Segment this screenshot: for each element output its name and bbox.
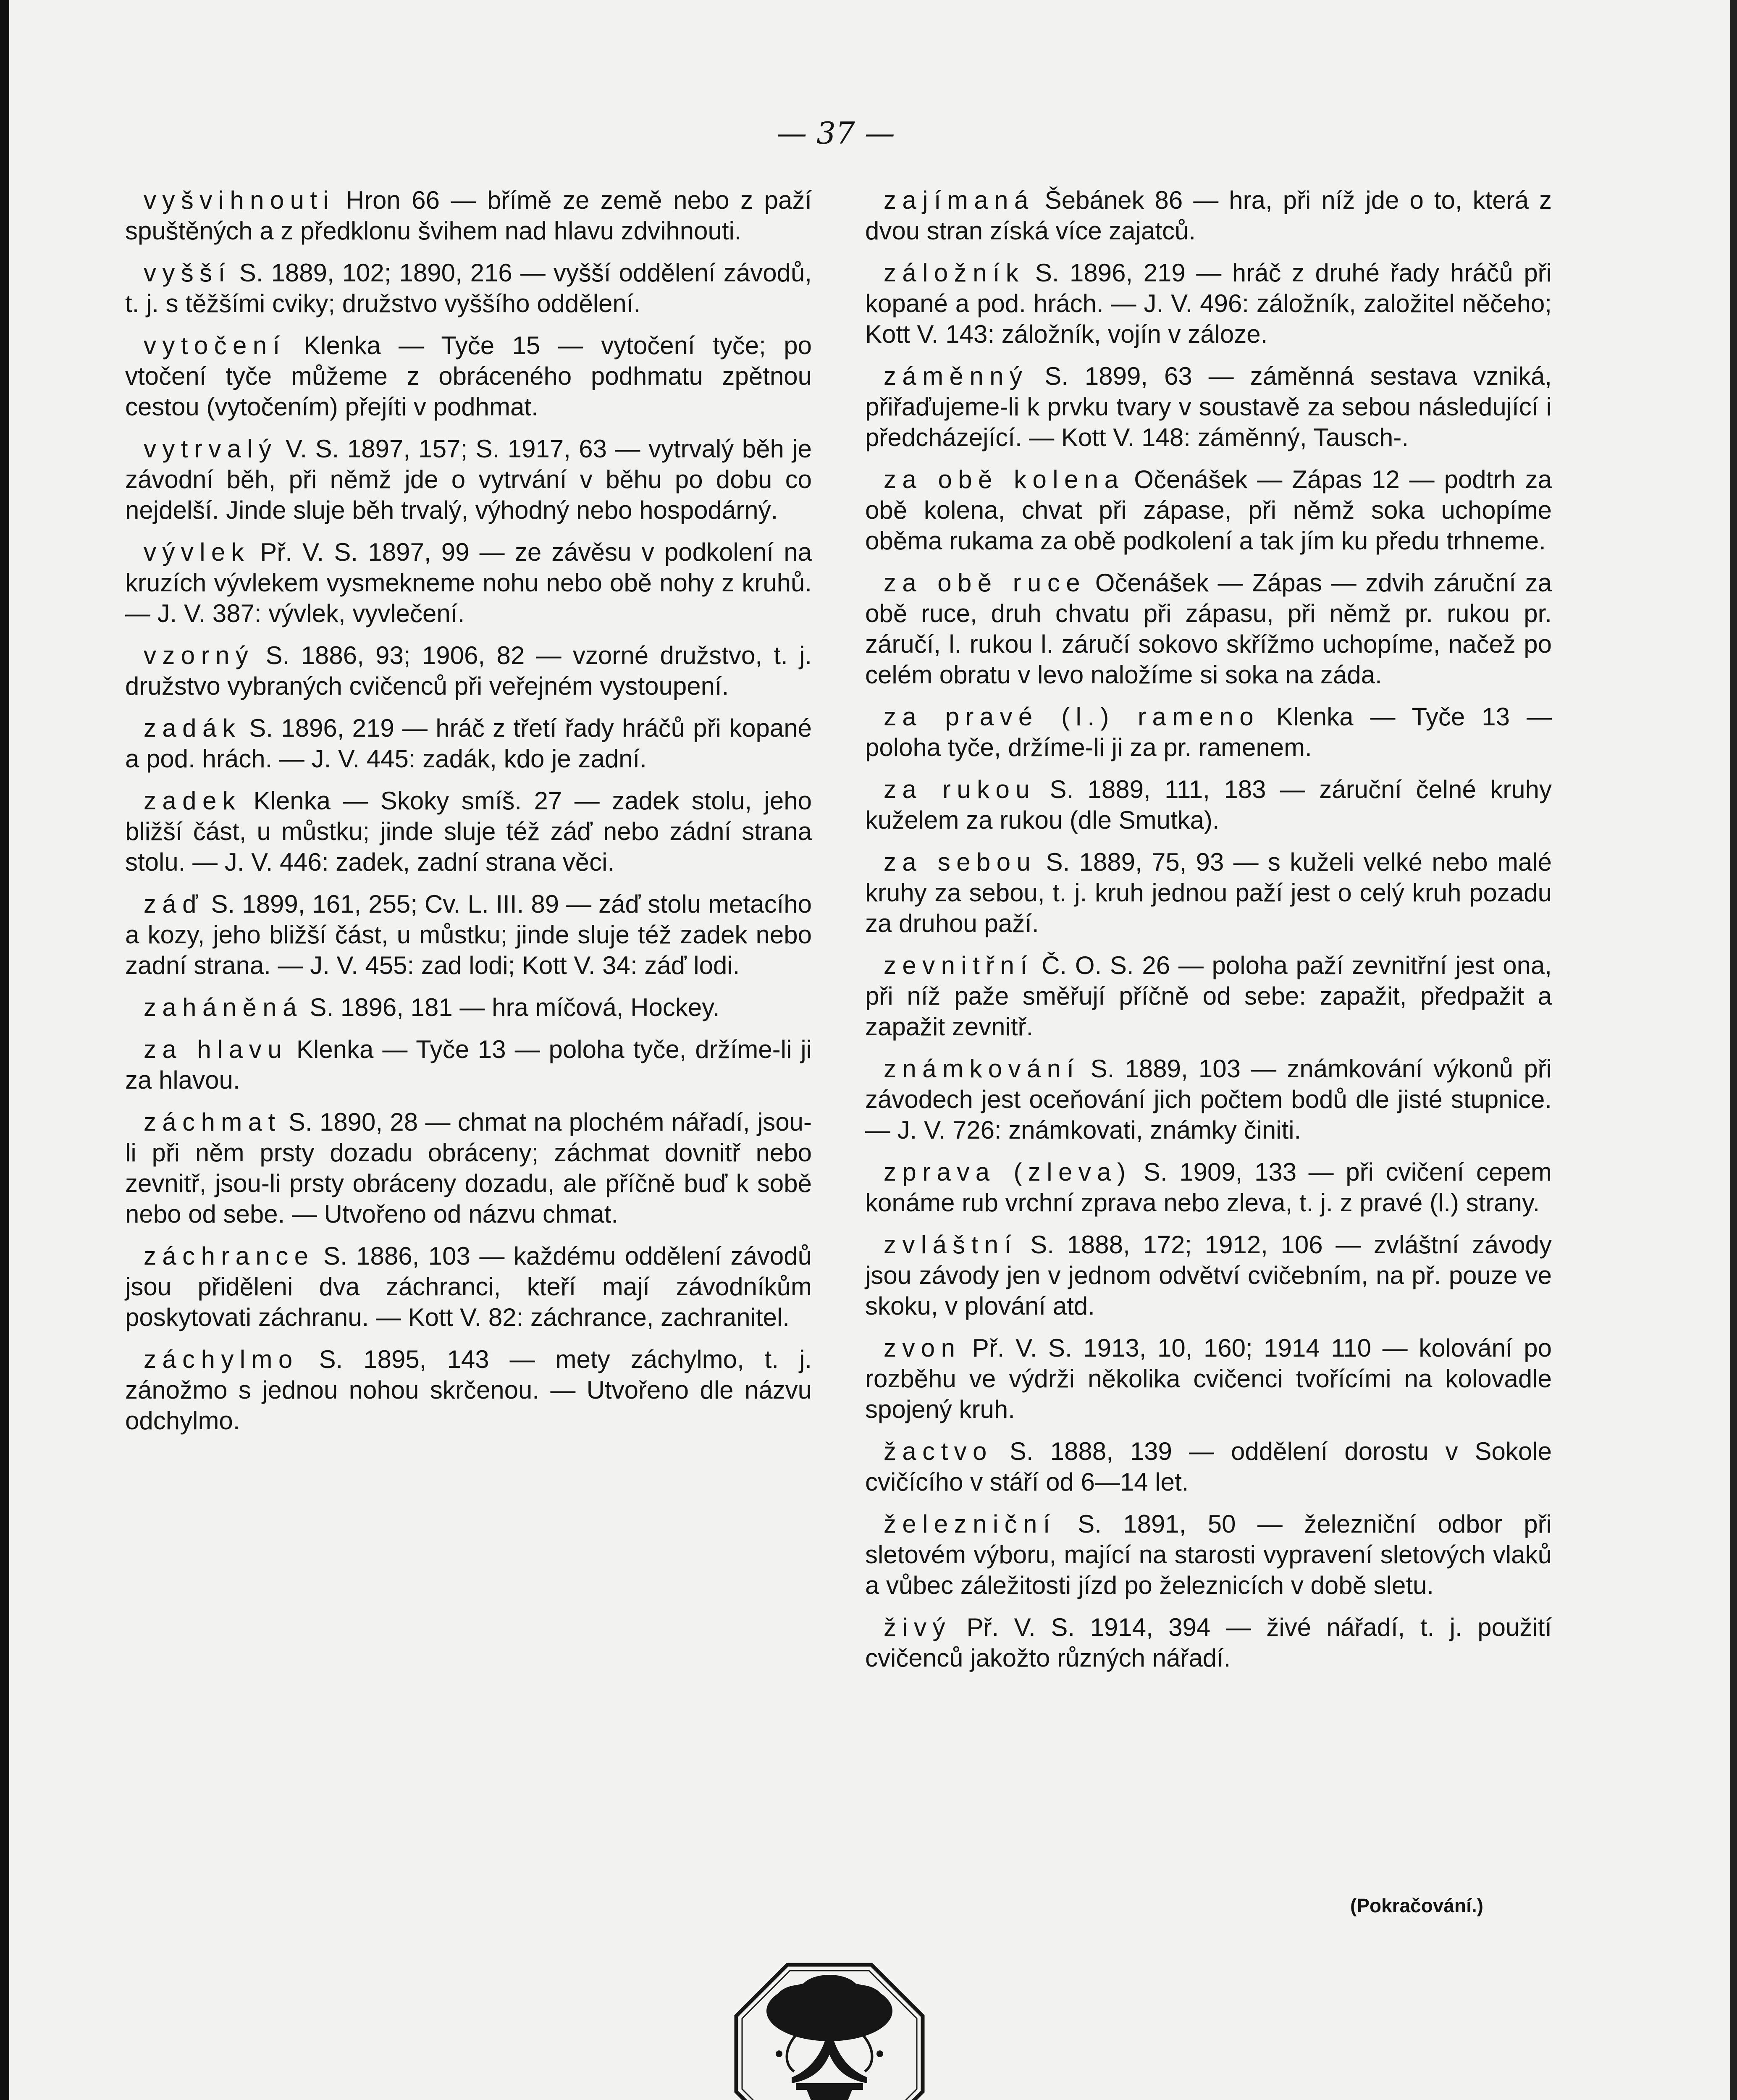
entry-headword: vytrvalý — [144, 435, 278, 463]
dictionary-entry — [125, 889, 812, 981]
dictionary-entry — [125, 257, 812, 319]
entry-text: S. 1886, 103 — každému oddělení závodů jsou přiděleni dva záchranci, kteří mají závodníkům poskytovati záchranu. — Kott V. 82: záchrance, zachranitel. — [125, 1242, 812, 1331]
scan-edge-left — [0, 0, 9, 2100]
entry-headword: živý — [884, 1613, 951, 1641]
continuation-note: (Pokračování.) — [1350, 1895, 1483, 1916]
entry-headword: za obě ruce — [884, 569, 1086, 597]
entry-text: Klenka — Tyče 15 — vytočení tyče; po vtočení tyče můžeme z obráceného podhmatu zpětnou cestou (vytočením) přejíti v podhmat. — [125, 331, 812, 421]
dictionary-entry — [125, 640, 812, 701]
entry-text: S. 1899, 161, 255; Cv. L. III. 89 — záď stolu metacího a kozy, jeho bližší část, u můstku; jinde sluje též zadek nebo zadní strana. — J. V. 455: zad lodi; Kott V. 34: záď lodi. — [125, 890, 812, 979]
dictionary-entry — [865, 257, 1552, 349]
entry-text: S. 1888, 172; 1912, 106 — zvláštní závody jsou závody jen v jednom odvětví cvičebním, na př. pouze ve skoku, v plování atd. — [865, 1231, 1552, 1320]
entry-text: S. 1889, 103 — známkování výkonů při závodech jest oceňování jich počtem bodů dle jisté stupnice. — J. V. 726: známkovati, známky činiti. — [865, 1055, 1552, 1144]
tree-vase-vignette — [733, 1961, 926, 2100]
entry-text: S. 1899, 63 — záměnná sestava vzniká, přiřaďujeme-li k prvku tvary v soustavě za sebou následující i předcházející. — Kott V. 148: záměnný, Tausch-. — [865, 362, 1552, 452]
dictionary-entry — [125, 537, 812, 629]
dictionary-entry — [865, 1229, 1552, 1321]
scan-edge-right — [1730, 0, 1737, 2100]
entry-headword: železniční — [884, 1510, 1056, 1538]
entry-text: Př. V. S. 1897, 99 — ze závěsu v podkolení na kruzích vývlekem vysmekneme nohu nebo obě nohy z kruhů. — J. V. 387: vývlek, vyvlečení. — [125, 538, 812, 627]
dictionary-entry — [125, 433, 812, 525]
entry-text: Klenka — Skoky smíš. 27 — zadek stolu, jeho bližší část, u můstku; jinde sluje též záď nebo zádní strana stolu. — J. V. 446: zadek, zadní strana věci. — [125, 787, 812, 876]
entry-text: Hron 66 — břímě ze země nebo z paží spuštěných a z předklonu švihem nad hlavu zdvihnouti. — [125, 186, 812, 245]
entry-text: S. 1909, 133 — při cvičení cepem konáme rub vrchní zprava nebo zleva, t. j. z pravé (l.) strany. — [865, 1158, 1552, 1217]
entry-headword: vytočení — [144, 331, 286, 360]
page-number: — 37 — — [777, 116, 895, 151]
entry-text: S. 1896, 181 — hra míčová, Hockey. — [302, 993, 720, 1021]
dictionary-entry — [865, 464, 1552, 556]
entry-text: S. 1889, 111, 183 — záruční čelné kruhy kuželem za rukou (dle Smutka). — [865, 775, 1552, 834]
entry-headword: žactvo — [884, 1437, 993, 1465]
dictionary-entry — [865, 361, 1552, 453]
entry-headword: vzorný — [144, 641, 255, 669]
entry-headword: za sebou — [884, 848, 1037, 876]
dictionary-entry — [125, 785, 812, 877]
entry-headword: vyšší — [144, 259, 231, 287]
dictionary-entry — [865, 1509, 1552, 1601]
entry-headword: záměnný — [884, 362, 1029, 390]
entry-headword: zadák — [144, 714, 241, 742]
entry-headword: záložník — [884, 259, 1025, 287]
entry-text: S. 1889, 75, 93 — s kuželi velké nebo malé kruhy za sebou, t. j. kruh jednou paží jest o celý kruh pozadu za druhou paží. — [865, 848, 1552, 937]
entry-headword: za obě kolena — [884, 465, 1125, 494]
dictionary-entry — [865, 185, 1552, 246]
entry-text: Očenášek — Zápas — zdvih záruční za obě ruce, druh chvatu při zápasu, při němž pr. rukou pr. záručí, l. rukou l. záručí sokovo skřížmo uchopíme, načež po celém obratu v levo naložíme si soka na záda. — [865, 569, 1552, 689]
dictionary-entry — [865, 847, 1552, 939]
dictionary-entry — [125, 330, 812, 422]
entry-headword: zprava (zleva) — [884, 1158, 1132, 1186]
left-column — [125, 185, 812, 1447]
dictionary-entry — [865, 1053, 1552, 1145]
entry-headword: zevnitřní — [884, 951, 1034, 979]
entry-text: Př. V. S. 1914, 394 — živé nářadí, t. j. použití cvičenců jakožto různých nářadí. — [865, 1613, 1552, 1672]
entry-text: V. S. 1897, 157; S. 1917, 63 — vytrvalý běh je závodní běh, při němž jde o vytrvání v běhu po dobu co nejdelší. Jinde sluje běh trvalý, výhodný nebo hospodárný. — [125, 435, 812, 524]
entry-text: S. 1886, 93; 1906, 82 — vzorné družstvo, t. j. družstvo vybraných cvičenců při veřejném vystoupení. — [125, 641, 812, 700]
dictionary-entry — [865, 950, 1552, 1042]
dictionary-entry — [865, 774, 1552, 835]
dictionary-entry — [125, 992, 812, 1023]
dictionary-entry — [125, 1344, 812, 1436]
entry-text: S. 1891, 50 — železniční odbor při sletovém výboru, mající na starosti vypravení sletových vlaků a vůbec záležitosti jízd po železnicích v době sletu. — [865, 1510, 1552, 1599]
entry-headword: zadek — [144, 787, 241, 815]
tree-icon — [766, 1975, 892, 2041]
vase-icon — [796, 2083, 863, 2100]
dictionary-entry — [125, 713, 812, 774]
entry-headword: za hlavu — [144, 1035, 288, 1063]
entry-headword: zvláštní — [884, 1231, 1018, 1259]
entry-text: Očenášek — Zápas 12 — podtrh za obě kolena, chvat při zápase, při němž soka uchopíme oběma rukama za obě podkolení a tak jím ku předu trhneme. — [865, 465, 1552, 555]
entry-text: Klenka — Tyče 13 — poloha tyče, držíme-li ji za hlavou. — [125, 1035, 812, 1094]
entry-headword: vyšvihnouti — [144, 186, 335, 214]
dictionary-entry — [865, 1612, 1552, 1673]
dictionary-entry — [865, 1157, 1552, 1218]
right-column — [865, 185, 1552, 1685]
entry-headword: zaháněná — [144, 993, 303, 1021]
entry-headword: záchylmo — [144, 1345, 299, 1373]
entry-text: Př. V. S. 1913, 10, 160; 1914 110 — kolování po rozběhu ve výdrži několika cvičenci tvořícími na kolovadle spojený kruh. — [865, 1334, 1552, 1423]
entry-headword: zajímaná — [884, 186, 1034, 214]
entry-headword: záchmat — [144, 1108, 281, 1136]
entry-headword: za rukou — [884, 775, 1036, 803]
entry-headword: známkování — [884, 1055, 1080, 1083]
entry-text: S. 1888, 139 — oddělení dorostu v Sokole cvičícího v stáří od 6—14 let. — [865, 1437, 1552, 1496]
entry-headword: za pravé (l.) rameno — [884, 703, 1259, 731]
entry-headword: vývlek — [144, 538, 250, 566]
dictionary-entry — [865, 1436, 1552, 1497]
entry-text: S. 1895, 143 — mety záchylmo, t. j. zánožmo s jednou nohou skrčenou. — Utvořeno dle názvu odchylmo. — [125, 1345, 812, 1435]
dictionary-entry — [125, 185, 812, 246]
entry-text: Šebánek 86 — hra, při níž jde o to, která z dvou stran získá více zajatců. — [865, 186, 1552, 245]
dictionary-entry — [125, 1107, 812, 1229]
dictionary-entry — [865, 567, 1552, 690]
entry-headword: záď — [144, 890, 204, 918]
dictionary-entry — [125, 1241, 812, 1333]
dictionary-entry — [865, 701, 1552, 763]
entry-text: S. 1896, 219 — hráč z třetí řady hráčů při kopané a pod. hrách. — J. V. 445: zadák, kdo je zadní. — [125, 714, 812, 773]
dictionary-entry — [865, 1333, 1552, 1425]
entry-text: Klenka — Tyče 13 — poloha tyče, držíme-li ji za pr. ramenem. — [865, 703, 1552, 761]
entry-text: S. 1890, 28 — chmat na plochém nářadí, jsou-li při něm prsty dozadu obráceny; záchmat dovnitř nebo zevnitř, jsou-li prsty obráceny dozadu, ale příčně buď k sobě nebo od sebe. — Utvořeno od názvu chmat. — [125, 1108, 812, 1228]
entry-text: Č. O. S. 26 — poloha paží zevnitřní jest ona, při níž paže směřují příčně od sebe: zapažit, předpažit a zapažit zevnitř. — [865, 951, 1552, 1041]
dictionary-entry — [125, 1034, 812, 1095]
entry-headword: záchrance — [144, 1242, 315, 1270]
entry-text: S. 1896, 219 — hráč z druhé řady hráčů při kopané a pod. hrách. — J. V. 496: záložník, založitel něčeho; Kott V. 143: záložník, vojín v záloze. — [865, 259, 1552, 348]
entry-text: S. 1889, 102; 1890, 216 — vyšší oddělení závodů, t. j. s těžšími cviky; družstvo vyššího oddělení. — [125, 259, 812, 318]
entry-headword: zvon — [884, 1334, 961, 1362]
